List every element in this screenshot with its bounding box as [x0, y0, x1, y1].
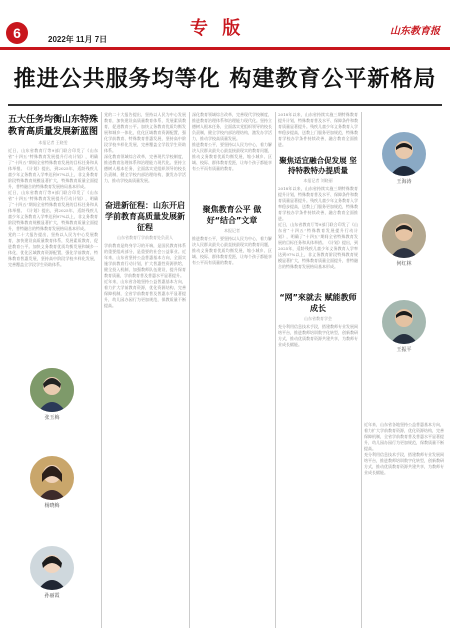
portrait-caption-3: 孙丽霞: [44, 593, 60, 599]
column-5: [364, 112, 444, 632]
article-2-body: 党的二十大报告提出，坚持以人民为中心发展教育，加快建设高质量教育体系，发展素质教育，促进教育公平。加快义务教育优质均衡发展和城乡一体化，优化区域教育资源配置，强化学前教育、特殊教育普惠发展，坚持高中阶段学校多样化发展，完善覆盖全学段学生资助体系。: [104, 112, 186, 153]
article-4-body-cont: 推进教育公平，要坚持以人民为中心，着力解决人民群众最关心最直接最现实的教育问题，推动义务教育优质均衡发展，缩小城乡、区域、校际、群体教育差距，让每个孩子都能享有公平而有质量的教育。: [192, 142, 272, 171]
article-5-body-pre: 2018年以来，山东省持续实施三期特殊教育提升计划，特殊教育普及水平、保障条件和教育质量显著提升。残疾儿童少年义务教育入学率稳步提高，送教上门服务更加规范，特殊教育学校办学条件持续改善，融合教育全面推进。: [278, 112, 358, 147]
article-8-byline: 山东省教育学会: [304, 316, 332, 321]
section-title: 专 版: [190, 18, 245, 39]
column-divider: [189, 112, 190, 628]
page-number: 6: [6, 22, 28, 44]
article-7-title: 聚焦教育公平 做好“结合”文章: [202, 205, 262, 225]
portrait-caption-5: 何红林: [396, 261, 412, 267]
article-5-body-cont: 近日，山东省教育厅等9部门联合印发了《山东省“十四五”特殊教育发展提升行动计划》，明确了“十四五”期间全省特殊教育发展的目标任务和具体举措。《计划》提出，到2025年，适龄残疾儿童少年义务教育入学率达到97%以上，非义务教育阶段特殊教育规模显著扩大，特殊教育质量全面提升，普特融合的特殊教育发展格局基本形成。: [278, 222, 358, 269]
article-1-body-cont: 近日，山东省教育厅等9部门联合印发了《山东省“十四五”特殊教育发展提升行动计划》，明确了“十四五”期间全省特殊教育发展的目标任务和具体举措。《计划》提出，到2025年，适龄残疾儿童少年义务教育入学率达到97%以上，非义务教育阶段特殊教育规模显著扩大，特殊教育质量全面提升，普特融合的特殊教育发展格局基本形成。: [8, 190, 98, 231]
article-1-body-cont: 党的二十大报告提出，坚持以人民为中心发展教育，加快建设高质量教育体系，发展素质教育，促进教育公平。加快义务教育优质均衡发展和城乡一体化，优化区域教育资源配置，强化学前教育、特殊教育普惠发展，坚持高中阶段学校多样化发展，完善覆盖全学段学生资助体系。: [8, 232, 98, 267]
article-5-body: 2018年以来，山东省持续实施三期特殊教育提升计划，特殊教育普及水平、保障条件和教育质量显著提升。残疾儿童少年义务教育入学率稳步提高，送教上门服务更加规范，特殊教育学校办学条件持续改善，融合教育全面推进。: [278, 186, 358, 221]
column-divider: [101, 112, 102, 628]
portrait-caption-6: 王振平: [396, 347, 412, 353]
article-1-body: 近日，山东省教育厅等9部门联合印发了《山东省“十四五”特殊教育发展提升行动计划》，明确了“十四五”期间全省特殊教育发展的目标任务和具体举措。《计划》提出，到2025年，适龄残疾儿童少年义务教育入学率达到97%以上，非义务教育阶段特殊教育规模显著扩大，特殊教育质量全面提升，普特融合的特殊教育发展格局基本形成。: [8, 148, 98, 189]
header-rule: [0, 47, 450, 50]
portrait-photo-5: [382, 214, 426, 258]
column-divider: [361, 112, 362, 628]
portrait-photo-4: [382, 132, 426, 176]
spacer: [192, 172, 272, 202]
article-6-body: 近年来，山东省各地坚持公益普惠基本方向，着力扩大学前教育资源，优化资源结构，完善保障机制，全省学前教育普及普惠水平显著提升，幼儿园办园行为更加规范，保教质量不断提高。: [364, 422, 444, 451]
article-3-byline: 山东省教育厅学前教育处负责人: [117, 235, 173, 240]
article-3-body: 学前教育是终身学习的开端，是国民教育体系的重要组成部分，是重要的社会公益事业。近年来，山东省坚持公益普惠基本方向，全面实施学前教育行动计划，扩大普惠性资源供给，健全投入机制，加强教师队伍建设，提升保育教育质量，学前教育普及普惠水平显著提升。: [104, 243, 186, 278]
article-6-body-cont: 充分利用信息技术手段，搭建教师专业发展网络平台，推进教师培训数字化转型，创新教研方式，推动优质教育资源共建共享，为教师专业成长赋能。: [364, 452, 444, 475]
column-3: [192, 112, 272, 632]
portrait-photo-6: [382, 300, 426, 344]
spacer: [104, 184, 186, 198]
page-headline: 推进公共服务均等化 构建教育公平新格局: [13, 67, 437, 92]
issue-date: 2022年 11月 7日: [48, 35, 108, 44]
article-2-body-cont: 深化教育领域综合改革，完善现代学校制度，推进教育治理体系和治理能力现代化。坚持立德树人根本任务，全面落实党组织领导的校长负责制，健全学校内部治理结构，激发办学活力，推动学校高质量发展。: [104, 154, 186, 183]
portrait-caption-2: 杨晓梅: [44, 503, 60, 509]
portrait-photo-2: [30, 456, 74, 500]
portrait-caption-1: 张玉梅: [44, 415, 60, 421]
portrait-photo-3: [30, 546, 74, 590]
article-8-body: 充分利用信息技术手段，搭建教师专业发展网络平台，推进教师培训数字化转型，创新教研方式，推动优质教育资源共建共享，为教师专业成长赋能。: [278, 324, 358, 347]
page-header: [0, 0, 450, 52]
article-5-title: 聚焦适宜融合促发展 坚持特教特办提质量: [279, 156, 357, 175]
article-8-title: “网”來就去 赋能教师成长: [279, 293, 357, 313]
article-1-title: 五大任务均衡山东特殊教育高质量发展新蓝图: [8, 115, 98, 137]
portrait-photo-1: [30, 368, 74, 412]
spacer: [278, 148, 358, 154]
portrait-caption-4: 王海涛: [396, 179, 412, 185]
article-4-body: 深化教育领域综合改革，完善现代学校制度，推进教育治理体系和治理能力现代化。坚持立德树人根本任务，全面落实党组织领导的校长负责制，健全学校内部治理结构，激发办学活力，推动学校高质量发展。: [192, 112, 272, 141]
spacer: [278, 270, 358, 290]
article-7-body: 推进教育公平，要坚持以人民为中心，着力解决人民群众最关心最直接最现实的教育问题，推动义务教育优质均衡发展，缩小城乡、区域、校际、群体教育差距，让每个孩子都能享有公平而有质量的教育。: [192, 236, 272, 265]
article-3-body-cont: 近年来，山东省各地坚持公益普惠基本方向，着力扩大学前教育资源，优化资源结构，完善保障机制，全省学前教育普及普惠水平显著提升，幼儿园办园行为更加规范，保教质量不断提高。: [104, 279, 186, 308]
headline-rule: [8, 104, 442, 106]
article-1-byline: 本报记者 王晓雯: [38, 140, 68, 145]
column-4: [278, 112, 358, 632]
column-2: [104, 112, 186, 632]
column-divider: [275, 112, 276, 628]
article-7-byline: 本报记者: [224, 228, 240, 233]
article-3-title: 奋进新征程：山东开启学前教育高质量发展新征程: [105, 201, 185, 232]
article-5-byline: 本报记者 刘晓丽: [303, 178, 333, 183]
masthead-logo: 山东教育报: [390, 26, 440, 37]
